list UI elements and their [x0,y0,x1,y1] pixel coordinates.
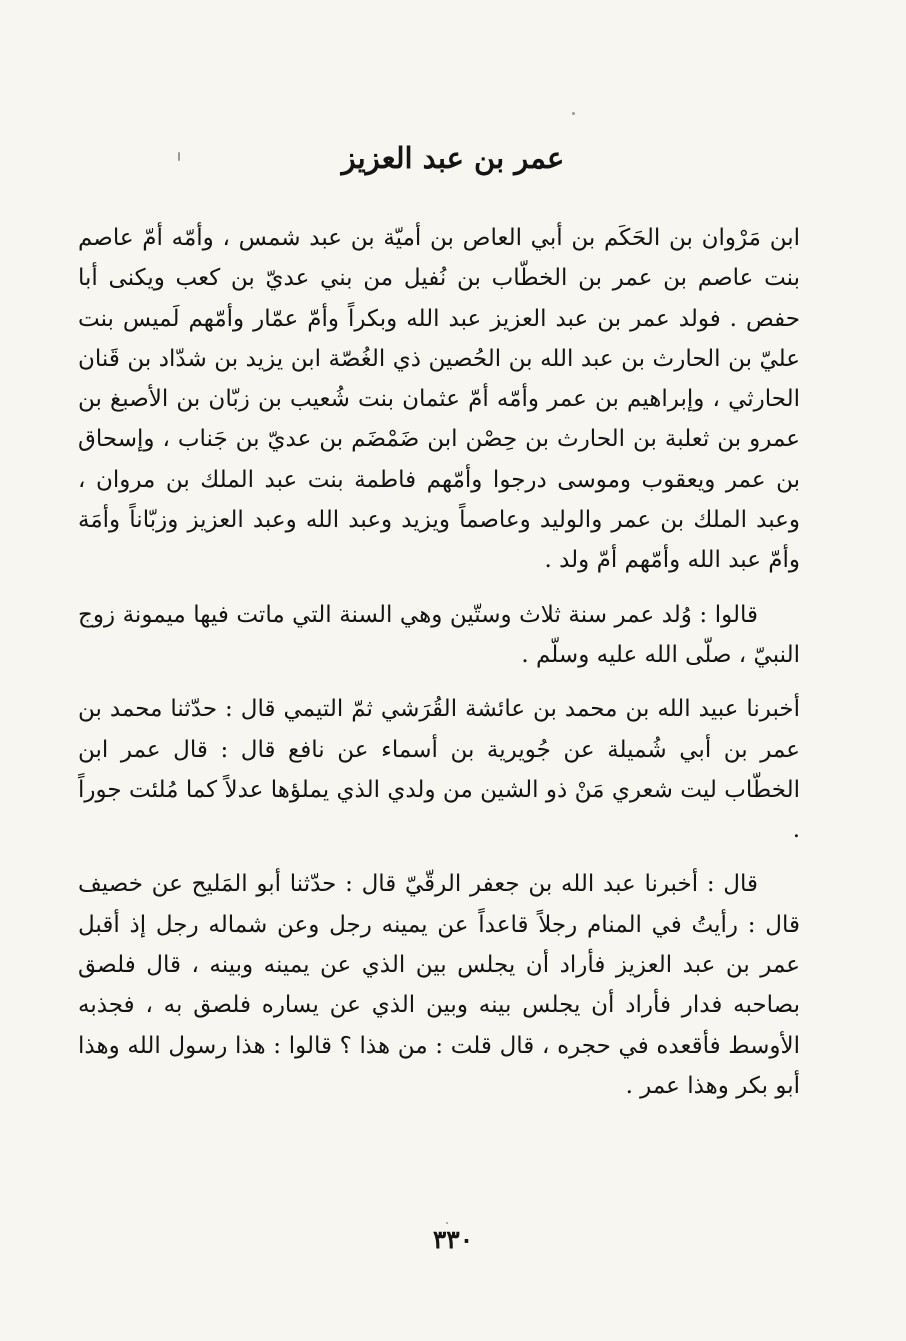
paragraph-lineage: ابن مَرْوان بن الحَكَم بن أبي العاص بن أميّة بن عبد شمس ، وأمّه أمّ عاصم بنت عاصم بن عمر بن الخطّاب بن نُفيل من بني عديّ بن كعب ويكنى أبا حفص . فولد عمر بن عبد العزيز عبد الله وبكراً وأمّ عمّار وأمّهم لَميس بنت عليّ بن الحارث بن عبد الله بن الحُصين ذي الغُصّة ابن يزيد بن شدّاد بن قَنان الحارثي ، وإبراهيم بن عمر وأمّه أمّ عثمان بنت شُعيب بن زبّان بن الأصبغ بن عمرو بن ثعلبة بن الحارث بن حِصْن ابن ضَمْضَم بن عديّ بن جَناب ، وإسحاق بن عمر ويعقوب وموسى درجوا وأمّهم فاطمة بنت عبد الملك بن مروان ، وعبد الملك بن عمر والوليد وعاصماً ويزيد وعبد الله وعبد العزيز وزبّاناً وأمَة وأمّ عبد الله وأمّهم أمّ ولد . [78,225,800,574]
paragraph-birth: قالوا : وُلد عمر سنة ثلاث وستّين وهي السنة التي ماتت فيها ميمونة زوج النبيّ ، صلّى الله عليه وسلّم . [78,601,800,668]
page-number: ٣٣٠ [432,1225,474,1254]
paragraph-dream: قال : أخبرنا عبد الله بن جعفر الرقّيّ قال : حدّثنا أبو المَليح عن خصيف قال : رأيتُ في المنام رجلاً قاعداً عن يمينه رجل وعن شماله رجل إذ أقبل عمر بن عبد العزيز فأراد أن يجلس بين الذي عن يمينه وبينه ، قال فلصق بصاحبه فدار فأراد أن يجلس بينه وبين الذي عن يساره فلصق به ، فجذبه الأوسط فأقعده في حجره ، قال قلت : من هذا ؟ قالوا : هذا رسول الله وهذا أبو بكر وهذا عمر . [78,871,800,1099]
page-body [78,218,800,1106]
chapter-title: عمر بن عبد العزيز [341,141,565,175]
scan-speck [178,152,180,161]
paragraph-narration-umar: أخبرنا عبيد الله بن محمد بن عائشة القُرَشي ثمّ التيمي قال : حدّثنا محمد بن عمر بن أبي شُميلة عن جُويرية بن أسماء عن نافع قال : قال عمر ابن الخطّاب ليت شعري مَنْ ذو الشين من ولدي الذي يملؤها عدلاً كما مُلئت جوراً . [78,696,800,844]
scan-speck [572,112,575,115]
scan-speck [446,1222,448,1224]
